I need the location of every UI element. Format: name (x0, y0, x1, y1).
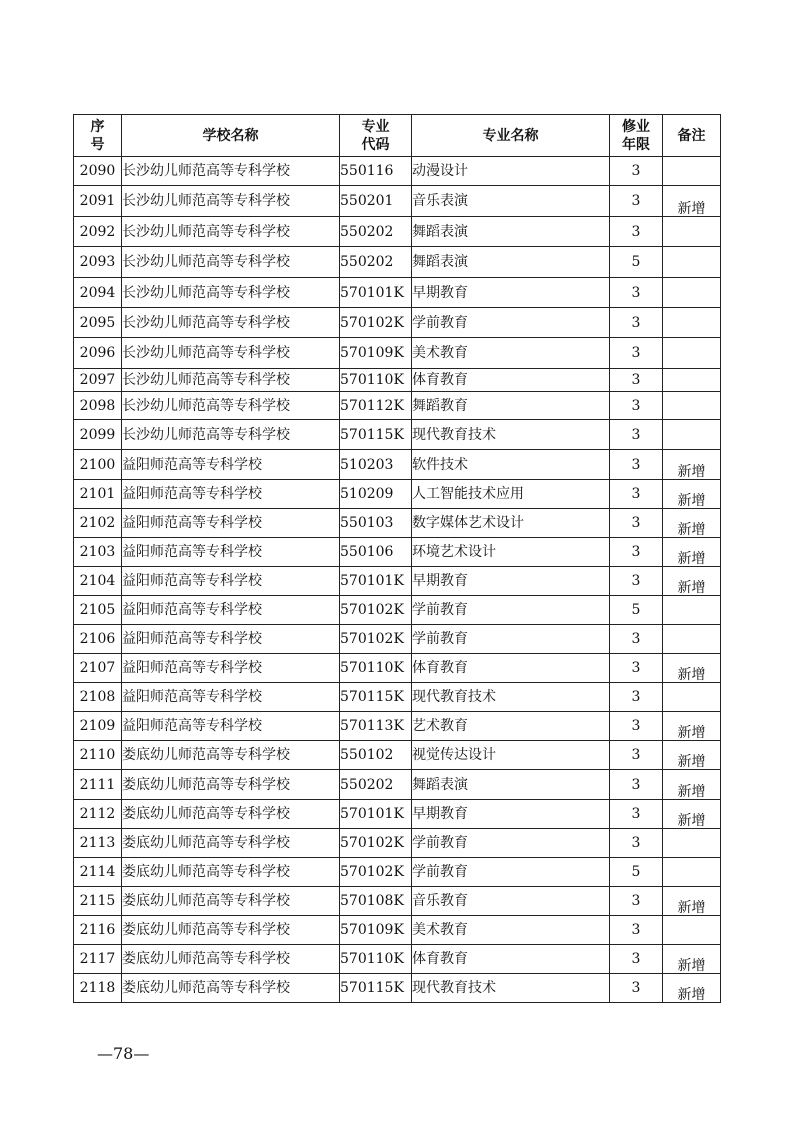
cell-school: 长沙幼儿师范高等专科学校 (122, 278, 340, 308)
cell-years: 3 (610, 770, 663, 800)
cell-note (663, 392, 721, 420)
cell-no: 2114 (74, 858, 122, 887)
cell-code: 570102K (340, 858, 412, 887)
cell-note: 新增 (663, 450, 721, 480)
cell-note: 新增 (663, 887, 721, 916)
header-no (74, 115, 122, 157)
cell-no: 2108 (74, 683, 122, 712)
cell-code: 570110K (340, 654, 412, 683)
cell-major: 学前教育 (412, 596, 610, 625)
table-row (74, 800, 721, 829)
cell-school: 益阳师范高等专科学校 (122, 538, 340, 567)
cell-years: 3 (610, 157, 663, 186)
cell-note (663, 369, 721, 392)
cell-major: 现代教育技术 (412, 974, 610, 1003)
cell-major: 艺术教育 (412, 712, 610, 741)
cell-code: 570115K (340, 974, 412, 1003)
cell-years: 3 (610, 450, 663, 480)
cell-years: 3 (610, 974, 663, 1003)
cell-no: 2102 (74, 509, 122, 538)
cell-major: 舞蹈表演 (412, 770, 610, 800)
cell-code: 570115K (340, 420, 412, 450)
cell-years: 3 (610, 887, 663, 916)
cell-school: 娄底幼儿师范高等专科学校 (122, 974, 340, 1003)
cell-major: 舞蹈表演 (412, 217, 610, 247)
cell-no: 2090 (74, 157, 122, 186)
cell-code: 570110K (340, 945, 412, 974)
cell-school: 益阳师范高等专科学校 (122, 712, 340, 741)
cell-code: 570108K (340, 887, 412, 916)
cell-note: 新增 (663, 654, 721, 683)
cell-no: 2107 (74, 654, 122, 683)
cell-note: 新增 (663, 800, 721, 829)
cell-note: 新增 (663, 712, 721, 741)
cell-school: 长沙幼儿师范高等专科学校 (122, 369, 340, 392)
cell-no: 2097 (74, 369, 122, 392)
cell-school: 益阳师范高等专科学校 (122, 596, 340, 625)
cell-school: 娄底幼儿师范高等专科学校 (122, 829, 340, 858)
table-row (74, 712, 721, 741)
cell-school: 娄底幼儿师范高等专科学校 (122, 916, 340, 945)
cell-code: 570109K (340, 916, 412, 945)
cell-major: 音乐教育 (412, 887, 610, 916)
cell-no: 2106 (74, 625, 122, 654)
cell-school: 长沙幼儿师范高等专科学校 (122, 392, 340, 420)
cell-note (663, 157, 721, 186)
cell-years: 3 (610, 392, 663, 420)
cell-major: 人工智能技术应用 (412, 480, 610, 509)
cell-code: 550202 (340, 247, 412, 278)
cell-code: 550202 (340, 217, 412, 247)
cell-years: 3 (610, 186, 663, 217)
cell-no: 2093 (74, 247, 122, 278)
cell-note (663, 858, 721, 887)
cell-code: 570102K (340, 625, 412, 654)
cell-major: 早期教育 (412, 800, 610, 829)
cell-code: 510209 (340, 480, 412, 509)
cell-no: 2110 (74, 741, 122, 770)
cell-code: 550102 (340, 741, 412, 770)
cell-note (663, 916, 721, 945)
table-row (74, 858, 721, 887)
cell-note (663, 217, 721, 247)
cell-major: 学前教育 (412, 829, 610, 858)
cell-major: 动漫设计 (412, 157, 610, 186)
table-row (74, 770, 721, 800)
cell-no: 2111 (74, 770, 122, 800)
cell-note: 新增 (663, 567, 721, 596)
cell-major: 学前教育 (412, 858, 610, 887)
cell-years: 3 (610, 654, 663, 683)
cell-years: 3 (610, 741, 663, 770)
cell-years: 3 (610, 945, 663, 974)
cell-school: 益阳师范高等专科学校 (122, 509, 340, 538)
header-code-line1: 专业 (361, 118, 390, 135)
cell-no: 2105 (74, 596, 122, 625)
cell-years: 3 (610, 308, 663, 338)
table-row (74, 308, 721, 338)
table-body (74, 157, 721, 1003)
cell-no: 2091 (74, 186, 122, 217)
cell-years: 3 (610, 480, 663, 509)
cell-school: 娄底幼儿师范高等专科学校 (122, 741, 340, 770)
table-row (74, 420, 721, 450)
cell-years: 3 (610, 538, 663, 567)
cell-school: 益阳师范高等专科学校 (122, 450, 340, 480)
table-row (74, 625, 721, 654)
header-no-line2: 号 (90, 136, 105, 153)
cell-major: 软件技术 (412, 450, 610, 480)
cell-major: 视觉传达设计 (412, 741, 610, 770)
cell-major: 舞蹈教育 (412, 392, 610, 420)
cell-years: 3 (610, 509, 663, 538)
cell-note (663, 308, 721, 338)
table-row (74, 338, 721, 369)
table-row (74, 392, 721, 420)
cell-code: 550201 (340, 186, 412, 217)
table-row (74, 278, 721, 308)
cell-note (663, 829, 721, 858)
cell-major: 现代教育技术 (412, 683, 610, 712)
cell-years: 3 (610, 712, 663, 741)
cell-code: 570101K (340, 800, 412, 829)
cell-years: 3 (610, 338, 663, 369)
table-row (74, 157, 721, 186)
table-row (74, 916, 721, 945)
cell-major: 早期教育 (412, 278, 610, 308)
cell-school: 益阳师范高等专科学校 (122, 625, 340, 654)
cell-note (663, 338, 721, 369)
cell-years: 5 (610, 596, 663, 625)
cell-no: 2101 (74, 480, 122, 509)
cell-major: 体育教育 (412, 945, 610, 974)
cell-code: 570112K (340, 392, 412, 420)
cell-code: 570102K (340, 829, 412, 858)
header-school: 学校名称 (122, 115, 340, 157)
cell-major: 美术教育 (412, 338, 610, 369)
cell-code: 570110K (340, 369, 412, 392)
table-row (74, 829, 721, 858)
cell-note: 新增 (663, 945, 721, 974)
cell-school: 娄底幼儿师范高等专科学校 (122, 887, 340, 916)
cell-years: 3 (610, 420, 663, 450)
cell-major: 环境艺术设计 (412, 538, 610, 567)
table-row (74, 654, 721, 683)
cell-no: 2112 (74, 800, 122, 829)
cell-no: 2104 (74, 567, 122, 596)
cell-years: 3 (610, 683, 663, 712)
table-row (74, 945, 721, 974)
cell-no: 2099 (74, 420, 122, 450)
table-row (74, 974, 721, 1003)
cell-major: 早期教育 (412, 567, 610, 596)
cell-major: 音乐表演 (412, 186, 610, 217)
cell-code: 570109K (340, 338, 412, 369)
cell-no: 2116 (74, 916, 122, 945)
cell-no: 2115 (74, 887, 122, 916)
cell-code: 570101K (340, 278, 412, 308)
cell-major: 现代教育技术 (412, 420, 610, 450)
cell-note: 新增 (663, 509, 721, 538)
table-row (74, 741, 721, 770)
cell-years: 3 (610, 567, 663, 596)
cell-code: 570102K (340, 308, 412, 338)
cell-years: 3 (610, 369, 663, 392)
cell-code: 510203 (340, 450, 412, 480)
cell-major: 数字媒体艺术设计 (412, 509, 610, 538)
cell-note: 新增 (663, 480, 721, 509)
cell-no: 2117 (74, 945, 122, 974)
table-header-row (74, 115, 721, 157)
cell-code: 570102K (340, 596, 412, 625)
cell-major: 学前教育 (412, 308, 610, 338)
cell-code: 570115K (340, 683, 412, 712)
cell-code: 550106 (340, 538, 412, 567)
cell-school: 益阳师范高等专科学校 (122, 567, 340, 596)
table-row (74, 596, 721, 625)
majors-table (73, 114, 721, 1003)
header-note: 备注 (663, 115, 721, 157)
cell-no: 2100 (74, 450, 122, 480)
cell-no: 2095 (74, 308, 122, 338)
table-row (74, 509, 721, 538)
cell-code: 550202 (340, 770, 412, 800)
cell-school: 娄底幼儿师范高等专科学校 (122, 770, 340, 800)
cell-note (663, 278, 721, 308)
table-row (74, 186, 721, 217)
cell-note (663, 596, 721, 625)
cell-school: 长沙幼儿师范高等专科学校 (122, 186, 340, 217)
cell-school: 娄底幼儿师范高等专科学校 (122, 800, 340, 829)
table-row (74, 247, 721, 278)
cell-school: 长沙幼儿师范高等专科学校 (122, 338, 340, 369)
cell-no: 2118 (74, 974, 122, 1003)
cell-years: 3 (610, 625, 663, 654)
header-no-line1: 序 (90, 118, 105, 135)
cell-note: 新增 (663, 770, 721, 800)
cell-school: 益阳师范高等专科学校 (122, 654, 340, 683)
cell-years: 5 (610, 858, 663, 887)
cell-no: 2109 (74, 712, 122, 741)
cell-note (663, 683, 721, 712)
cell-major: 体育教育 (412, 654, 610, 683)
cell-school: 长沙幼儿师范高等专科学校 (122, 420, 340, 450)
table-row (74, 683, 721, 712)
cell-major: 舞蹈表演 (412, 247, 610, 278)
cell-school: 娄底幼儿师范高等专科学校 (122, 858, 340, 887)
header-code-line2: 代码 (361, 136, 390, 153)
cell-major: 美术教育 (412, 916, 610, 945)
table-row (74, 538, 721, 567)
cell-no: 2103 (74, 538, 122, 567)
cell-code: 570101K (340, 567, 412, 596)
cell-code: 570113K (340, 712, 412, 741)
cell-years: 3 (610, 916, 663, 945)
cell-no: 2113 (74, 829, 122, 858)
table-row (74, 450, 721, 480)
cell-note (663, 625, 721, 654)
cell-note: 新增 (663, 974, 721, 1003)
header-major: 专业名称 (412, 115, 610, 157)
cell-school: 长沙幼儿师范高等专科学校 (122, 157, 340, 186)
cell-major: 体育教育 (412, 369, 610, 392)
cell-years: 3 (610, 800, 663, 829)
cell-school: 长沙幼儿师范高等专科学校 (122, 217, 340, 247)
table-row (74, 369, 721, 392)
cell-code: 550116 (340, 157, 412, 186)
table-row (74, 567, 721, 596)
cell-code: 550103 (340, 509, 412, 538)
cell-years: 3 (610, 217, 663, 247)
table-row (74, 887, 721, 916)
cell-school: 长沙幼儿师范高等专科学校 (122, 247, 340, 278)
table-row (74, 217, 721, 247)
cell-no: 2092 (74, 217, 122, 247)
header-years-line1: 修业 (622, 118, 650, 135)
header-years-line2: 年限 (622, 136, 650, 153)
cell-school: 益阳师范高等专科学校 (122, 683, 340, 712)
cell-years: 3 (610, 829, 663, 858)
cell-school: 益阳师范高等专科学校 (122, 480, 340, 509)
cell-note (663, 247, 721, 278)
cell-years: 3 (610, 278, 663, 308)
cell-note (663, 420, 721, 450)
header-code (340, 115, 412, 157)
cell-note: 新增 (663, 538, 721, 567)
cell-years: 5 (610, 247, 663, 278)
cell-note: 新增 (663, 741, 721, 770)
cell-note: 新增 (663, 186, 721, 217)
cell-no: 2094 (74, 278, 122, 308)
cell-school: 娄底幼儿师范高等专科学校 (122, 945, 340, 974)
cell-no: 2098 (74, 392, 122, 420)
table-row (74, 480, 721, 509)
cell-major: 学前教育 (412, 625, 610, 654)
cell-school: 长沙幼儿师范高等专科学校 (122, 308, 340, 338)
cell-no: 2096 (74, 338, 122, 369)
header-years (610, 115, 663, 157)
page-number: —78— (97, 1044, 150, 1063)
